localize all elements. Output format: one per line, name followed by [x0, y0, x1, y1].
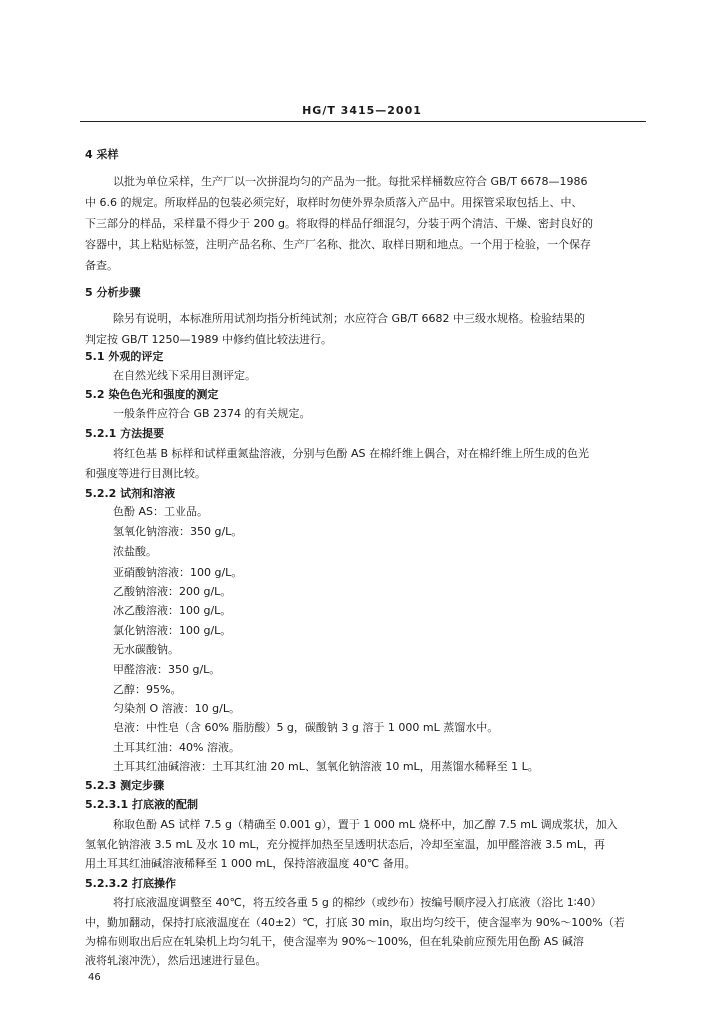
subsection-heading: 5.2.1 方法提要 — [85, 427, 165, 440]
reagent-item: 浓盐酸。 — [113, 545, 157, 558]
paragraph-line: 称取色酚 AS 试样 7.5 g（精确至 0.001 g），置于 1 000 mL 烧杯中，加乙醇 7.5 mL 调成浆状，加入 — [113, 818, 618, 831]
subsection-heading: 5.2.3.1 打底液的配制 — [85, 798, 198, 811]
paragraph-line: 中 6.6 的规定。所取样品的包装必须完好，取样时勿使外界杂质落入产品中。用探管采取包括上、中、 — [85, 196, 583, 209]
reagent-item: 亚硝酸钠溶液：100 g/L。 — [113, 566, 243, 579]
paragraph-line: 氢氧化钠溶液 3.5 mL 及水 10 mL，充分搅拌加热至呈透明状态后，冷却至室温，加甲醛溶液 3.5 mL，再 — [85, 838, 605, 851]
reagent-item: 氯化钠溶液：100 g/L。 — [113, 624, 232, 637]
reagent-item: 冰乙酸溶液：100 g/L。 — [113, 604, 232, 617]
reagent-item: 无水碳酸钠。 — [113, 643, 179, 656]
subsection-heading: 5.1 外观的评定 — [85, 350, 164, 363]
reagent-item: 乙酸钠溶液：200 g/L。 — [113, 585, 232, 598]
paragraph-line: 将打底液温度调整至 40℃，将五绞各重 5 g 的棉纱（或纱布）按编号顺序浸入打底液（浴比 1∶40） — [113, 896, 602, 909]
section-heading-4: 4 采样 — [85, 148, 119, 161]
paragraph-line: 容器中，其上粘贴标签，注明产品名称、生产厂名称、批次、取样日期和地点。一个用于检验，一个保存 — [85, 238, 591, 251]
subsection-heading: 5.2.3.2 打底操作 — [85, 877, 176, 890]
paragraph-line: 为棉布则取出后应在轧染机上均匀轧干，使含湿率为 90%～100%，但在轧染前应预先用色酚 AS 碱溶 — [85, 935, 584, 948]
paragraph-line: 液将轧滚冲洗），然后迅速进行显色。 — [85, 954, 267, 967]
reagent-item: 甲醛溶液：350 g/L。 — [113, 663, 221, 676]
reagent-item: 匀染剂 O 溶液：10 g/L。 — [113, 702, 240, 715]
reagent-item: 土耳其红油碱溶液：土耳其红油 20 mL、氢氧化钠溶液 10 mL，用蒸馏水稀释至 1 L。 — [113, 760, 539, 773]
paragraph-line: 用土耳其红油碱溶液稀释至 1 000 mL，保持溶液温度 40℃ 备用。 — [85, 857, 416, 870]
paragraph-line: 以批为单位采样，生产厂以一次拼混均匀的产品为一批。每批采样桶数应符合 GB/T 6678—1986 — [113, 175, 588, 188]
paragraph-line: 在自然光线下采用目测评定。 — [113, 369, 256, 382]
reagent-item: 皂液：中性皂（含 60% 脂肪酸）5 g，碳酸钠 3 g 溶于 1 000 mL 蒸馏水中。 — [113, 721, 499, 734]
paragraph-line: 中，勤加翻动，保持打底液温度在（40±2）℃，打底 30 min，取出均匀绞干，使含湿率为 90%～100%（若 — [85, 916, 625, 929]
page-number: 46 — [88, 972, 101, 983]
paragraph-line: 将红色基 B 标样和试样重氮盐溶液，分别与色酚 AS 在棉纤维上偶合，对在棉纤维上所生成的色光 — [113, 447, 590, 460]
page-header: HG/T 3415—2001 — [302, 104, 422, 117]
header-rule — [80, 121, 646, 122]
paragraph-line: 判定按 GB/T 1250—1989 中修约值比较法进行。 — [85, 333, 332, 346]
paragraph-line: 备查。 — [85, 259, 118, 272]
paragraph-line: 除另有说明，本标准所用试剂均指分析纯试剂；水应符合 GB/T 6682 中三级水规格。检验结果的 — [113, 312, 585, 325]
paragraph-line: 下三部分的样品，采样量不得少于 200 g。将取得的样品仔细混匀，分装于两个清洁、干燥、密封良好的 — [85, 217, 593, 230]
reagent-item: 氢氧化钠溶液：350 g/L。 — [113, 525, 243, 538]
reagent-item: 乙醇：95%。 — [113, 683, 182, 696]
section-heading-5: 5 分析步骤 — [85, 286, 141, 299]
subsection-heading: 5.2.3 测定步骤 — [85, 779, 165, 792]
subsection-heading: 5.2 染色色光和强度的测定 — [85, 388, 219, 401]
paragraph-line: 和强度等进行目测比较。 — [85, 467, 206, 480]
reagent-item: 土耳其红油：40% 溶液。 — [113, 741, 240, 754]
reagent-item: 色酚 AS：工业品。 — [113, 505, 209, 518]
subsection-heading: 5.2.2 试剂和溶液 — [85, 487, 176, 500]
paragraph-line: 一般条件应符合 GB 2374 的有关规定。 — [113, 407, 311, 420]
